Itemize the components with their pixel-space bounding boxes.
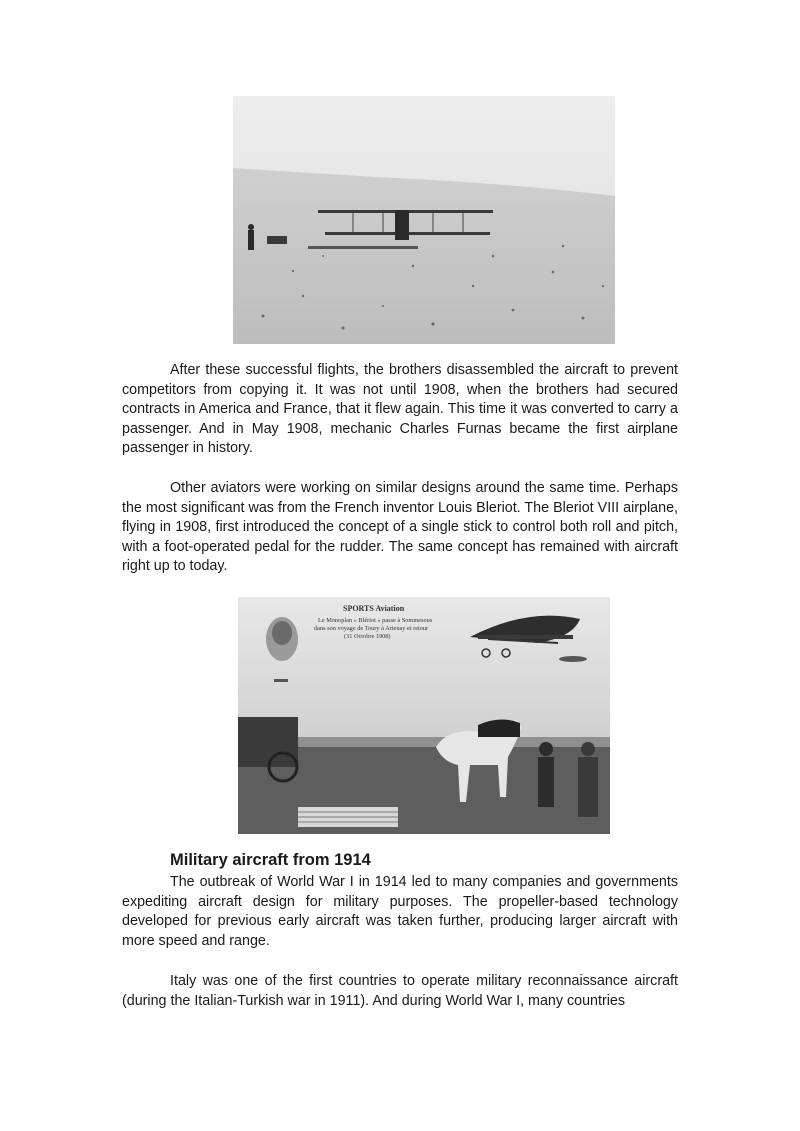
paragraph-other-aviators: Other aviators were working on similar designs around the same time. Perhaps the most significant was from the French inventor Louis Bleriot. The Bleriot VIII airplane, flying in 1908, first introduced the concept of a single stick to control both roll and pitch, with a foot-operated pedal for the rudder. The same concept has remained with aircraft right up to today. bbox=[122, 480, 678, 575]
postcard-caption-line3: dans son voyage de Toury à Artenay et retour bbox=[314, 625, 429, 632]
wright-flyer-photo bbox=[233, 96, 615, 344]
postcard-caption-line1: SPORTS Aviation bbox=[343, 604, 405, 613]
postcard-caption-line2: Le Monoplan « Blériot » passe à Sommesous bbox=[318, 617, 433, 624]
vintage-postcard-photo bbox=[238, 597, 610, 834]
postcard-caption-line4: (31 Octobre 1908) bbox=[344, 633, 391, 640]
paragraph-italy-reconnaissance: Italy was one of the first countries to operate military reconnaissance aircraft (during the Italian-Turkish war in 1911). And during World War I, many countries bbox=[122, 973, 678, 1009]
bleriot-postcard-photo bbox=[238, 597, 610, 834]
section-heading-military-aircraft: Military aircraft from 1914 bbox=[170, 851, 371, 869]
paragraph-world-war-outbreak: The outbreak of World War I in 1914 led to many companies and governments expediting aircraft design for military purposes. The propeller-based technology developed for previous early aircraft was taken further, producing larger aircraft with more speed and range. bbox=[122, 874, 678, 949]
biplane-on-field-photo bbox=[233, 96, 615, 344]
paragraph-after-flights: After these successful flights, the brothers disassembled the aircraft to prevent competitors from copying it. It was not until 1908, when the brothers had secured contracts in America and France, that it flew again. This time it was converted to carry a passenger. And in May 1908, mechanic Charles Furnas became the first airplane passenger in history. bbox=[122, 362, 678, 457]
